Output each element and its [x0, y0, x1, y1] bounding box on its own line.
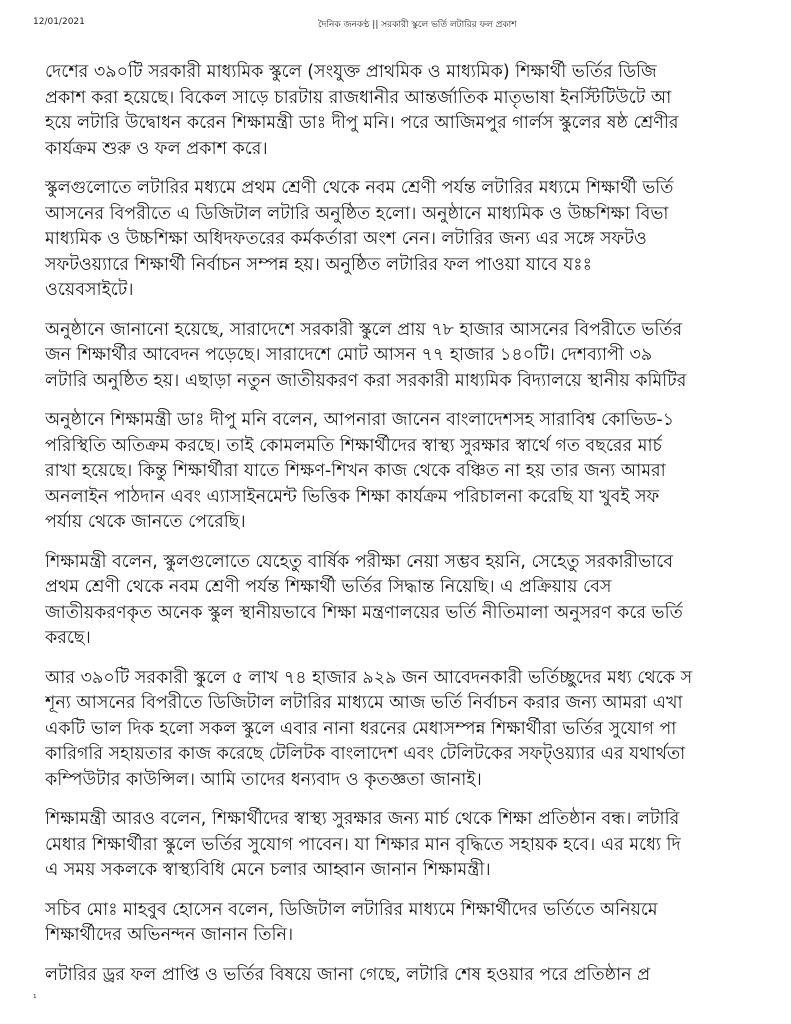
- text-line: স্কুলগুলোতে লটারির মধ্যমে প্রথম শ্রেণী থেকে নবম শ্রেণী পর্যন্ত লটারির মধ্যমে শিক্ষার্থী ভর্তি: [45, 178, 674, 198]
- text-line: দেশের ৩৯০টি সরকারী মাধ্যমিক স্কুলে (সংযুক্ত প্রাথমিক ও মাধ্যমিক) শিক্ষার্থী ভর্তির ডিজি: [45, 62, 657, 82]
- paragraph: [45, 60, 791, 162]
- paragraph: [45, 176, 791, 304]
- text-line: কার্যক্রম শুরু ও ফল প্রকাশ করে।: [45, 138, 268, 159]
- text-line: শিক্ষামন্ত্রী বলেন, স্কুলগুলোতে যেহেতু বার্ষিক পরীক্ষা নেয়া সম্ভব হয়নি, সেহেতু সরকারীভাবে: [45, 551, 674, 572]
- text-line: শিক্ষামন্ত্রী আরও বলেন, শিক্ষার্থীদের স্বাস্থ্য সুরক্ষার জন্য মার্চ থেকে শিক্ষা প্রতিষ্ঠান বন্ধ। লটারি: [45, 809, 680, 829]
- text-line: কম্পিউটার কাউন্সিল। আমি তাদের ধন্যবাদ ও কৃতজ্ঞতা জানাই।: [45, 769, 482, 790]
- text-line: জাতীয়করণকৃত অনেক স্কুল স্থানীয়ভাবে শিক্ষা মন্ত্রণালয়ের ভর্তি নীতিমালা অনুসরণ করে ভর্তি: [45, 602, 683, 623]
- text-line: একটি ভাল দিক হলো সকল স্কুলে এবার নানা ধরনের মেধাসম্পন্ন শিক্ষার্থীরা ভর্তির সুযোগ পা: [45, 718, 677, 739]
- paragraph: [45, 898, 791, 949]
- text-line: রাখা হয়েছে। কিন্তু শিক্ষার্থীরা যাতে শিক্ষণ-শিখন কাজ থেকে বঞ্চিত না হয় তার জন্য আমরা: [45, 461, 666, 481]
- text-line: করছে।: [45, 628, 91, 648]
- text-line: জন শিক্ষার্থীর আবেদন পড়েছে। সারাদেশে মোট আসন ৭৭ হাজার ১৪০টি। দেশব্যাপী ৩৯: [45, 345, 653, 365]
- paragraph: [45, 408, 791, 536]
- header-date: 12/01/2021: [33, 17, 85, 27]
- paragraph: [45, 318, 791, 395]
- text-line: মাধ্যমিক ও উচ্চশিক্ষা অধিদফতরের কর্মকর্তারা অংশ নেন। লটারির জন্য এর সঙ্গে সফটও: [45, 229, 647, 249]
- text-line: লটারির ড্রর ফল প্রাপ্তি ও ভর্তির বিষয়ে জানা গেছে, লটারি শেষ হওয়ার পরে প্রতিষ্ঠান প্র: [45, 964, 651, 985]
- text-line: আসনের বিপরীতে এ ডিজিটাল লটারি অনুষ্ঠিত হলো। অনুষ্ঠানে মাধ্যমিক ও উচ্চশিক্ষা বিভা: [45, 203, 669, 224]
- text-line: ওয়েবসাইটে।: [45, 280, 134, 300]
- paragraph: [45, 550, 791, 652]
- text-line: প্রকাশ করা হয়েছে। বিকেল সাড়ে চারটায় রাজধানীর আন্তর্জাতিক মাতৃভাষা ইনস্টিটিউটে আ: [45, 87, 672, 108]
- page-header: [0, 17, 791, 33]
- text-line: লটারি অনুষ্ঠিত হয়। এছাড়া নতুন জাতীয়করণ করা সরকারী মাধ্যমিক বিদ্যালয়ে স্থানীয় কমিটির: [45, 370, 687, 391]
- text-line: সফটওয়্যারে শিক্ষার্থী নির্বাচন সম্পন্ন হয়। অনুষ্ঠিত লটারির ফল পাওয়া যাবে যঃঃ: [45, 254, 592, 275]
- text-line: পর্যায় থেকে জানতে পেরেছি।: [45, 512, 246, 532]
- text-line: শূন্য আসনের বিপরীতে ডিজিটাল লটারির মাধ্যমে আজ ভর্তি নির্বাচন করার জন্য আমরা এখা: [45, 693, 683, 713]
- text-line: এ সময় সকলকে স্বাস্থ্যবিধি মেনে চলার আহ্বান জানান শিক্ষামন্ত্রী।: [45, 860, 491, 880]
- margin-mark: ¹: [33, 994, 37, 1004]
- text-line: শিক্ষার্থীদের অভিনন্দন জানান তিনি।: [45, 925, 294, 945]
- text-line: হয়ে লটারি উদ্বোধন করেন শিক্ষামন্ত্রী ডাঃ দীপু মনি। পরে আজিমপুর গার্লস স্কুলের ষষ্ঠ শ্রেণীর: [45, 113, 679, 133]
- text-line: আর ৩৯০টি সরকারী স্কুলে ৫ লাখ ৭৪ হাজার ৯২৯ জন আবেদনকারী ভর্তিচ্ছুদের মধ্য থেকে স: [45, 667, 693, 688]
- text-line: অনলাইন পাঠদান এবং এ্যাসাইনমেন্ট ভিত্তিক শিক্ষা কার্যক্রম পরিচালনা করেছি যা খুবই সফ: [45, 486, 660, 507]
- text-line: সচিব মোঃ মাহবুব হোসেন বলেন, ডিজিটাল লটারির মাধ্যমে শিক্ষার্থীদের ভর্তিতে অনিয়মে: [45, 899, 658, 920]
- article-body: [45, 60, 791, 1002]
- text-line: অনুষ্ঠানে জানানো হয়েছে, সারাদেশে সরকারী স্কুলে প্রায় ৭৮ হাজার আসনের বিপরীতে ভর্তির: [45, 319, 683, 340]
- text-line: কারিগরি সহায়তার কাজ করেছে টেলিটক বাংলাদেশ এবং টেলিটকের সফট্‌ওয়্যার এর যথার্থতা: [45, 744, 686, 764]
- paragraph: [45, 963, 791, 989]
- text-line: অনুষ্ঠানে শিক্ষামন্ত্রী ডাঃ দীপু মনি বলেন, আপনারা জানেন বাংলাদেশসহ সারাবিশ্ব কোভিড-১: [45, 410, 675, 430]
- text-line: মেধার শিক্ষার্থীরা স্কুলে ভর্তির সুযোগ পাবেন। যা শিক্ষার মান বৃদ্ধিতে সহায়ক হবে। এর মধ্যে দি: [45, 834, 681, 855]
- paragraph: [45, 666, 791, 794]
- paragraph: [45, 807, 791, 884]
- header-title: দৈনিক জনকণ্ঠ || সরকারী স্কুলে ভর্তি লটারির ফল প্রকাশ: [318, 20, 517, 30]
- text-line: প্রথম শ্রেণী থেকে নবম শ্রেণী পর্যন্ত শিক্ষার্থী ভর্তির সিদ্ধান্ত নিয়েছি। এ প্রক্রিয়ায় বেস: [45, 577, 612, 597]
- text-line: পরিস্থিতি অতিক্রম করছে। তাই কোমলমতি শিক্ষার্থীদের স্বাস্থ্য সুরক্ষার স্বার্থে গত বছরের মার্চ: [45, 435, 662, 456]
